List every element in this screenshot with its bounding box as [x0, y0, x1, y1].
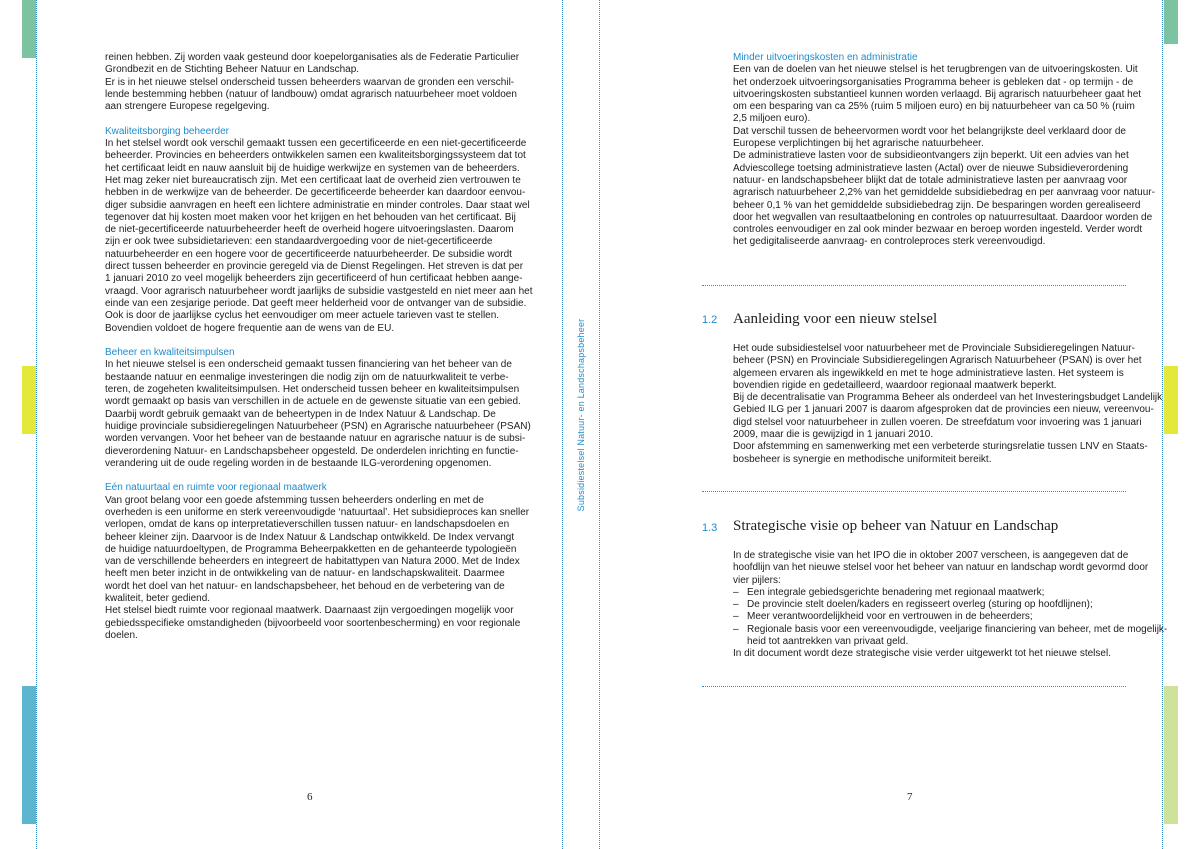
text-line: bovendien rigide en gedetailleerd, waardoor regionaal maatwerk beperkt. — [733, 379, 1057, 391]
text-line: De administratieve lasten voor de subsidieontvangers zijn beperkt. Uit een advies van het — [733, 150, 1129, 162]
text-line: beheer (PSN) en Provinciale Subsidieregelingen Agrarisch Natuurbeheer (PSAN) is over het — [733, 355, 1142, 367]
section-number-1-2: 1.2 — [702, 314, 718, 326]
right-top-text — [733, 52, 1173, 249]
heading-natuurtaal: Eén natuurtaal en ruimte voor regionaal maatwerk — [105, 482, 327, 494]
text-line: lende bestemming hebben (natuur of landbouw) omdat agrarisch natuurbeheer moet voldoen — [105, 88, 517, 100]
text-line: Ook is door de jaarlijkse cyclus het eenvoudiger om meer actuele tarieven vast te stellen. — [105, 310, 500, 322]
text-line: Het mag zeker niet bureaucratisch zijn. Met een certificaat laat de overheid zien vertrouwen te — [105, 174, 521, 186]
text-line: om een besparing van ca 25% (ruim 5 miljoen euro) en bij natuurbeheer van ca 50 % (ruim — [733, 101, 1135, 113]
text-line: agrarisch natuurbeheer 2,2% van het gemiddelde subsidiebedrag en per aanvraag voor natuur- — [733, 187, 1155, 199]
color-strip-green — [22, 0, 36, 58]
section-title-1-2: Aanleiding voor een nieuw stelsel — [733, 311, 938, 327]
text-line: uitvoeringskosten substantieel kunnen worden verlaagd. Bij agrarisch natuurbeheer gaat het — [733, 88, 1142, 100]
text-line: natuur- en landschapsbeheer blijkt dat de totale administratieve lasten per aanvraag voor — [733, 174, 1128, 186]
section-1-2-text — [733, 343, 1173, 466]
right-page — [600, 0, 1200, 849]
section-divider — [702, 491, 1126, 492]
text-line: controles eenvoudiger en zal ook minder bezwaar en beroep worden ingesteld. Verder wordt — [733, 224, 1143, 236]
text-line: Dat verschil tussen de beheervormen wordt voor het belangrijkste deel verklaard door de — [733, 125, 1126, 137]
natuurtaal-paragraph — [105, 495, 545, 643]
text-line: wordt het doel van het natuur- en landschapsbeheer, het behoud en de verbetering van de — [105, 580, 505, 592]
text-line: digd stelsel voor natuurbeheer in zullen voeren. De streefdatum voor invoering was 1 januari — [733, 416, 1142, 428]
text-line: wordt gemaakt op basis van verschillen in de actuele en de gewenste situatie van een gebied. — [105, 396, 521, 408]
text-line: 2009, maar die is gewijzigd in 1 januari 2010. — [733, 429, 934, 441]
color-strip-yellow — [22, 366, 36, 434]
text-line: Door afstemming en samenwerking met een verbeterde sturingsrelatie tussen LNV en Staats- — [733, 441, 1148, 453]
text-line: reinen hebben. Zij worden vaak gesteund door koepelorganisaties als de Federatie Particulier — [105, 52, 520, 63]
text-line: hoofdlijn van het nieuwe stelsel voor het beheer van natuur en landschap wordt gevormd door — [733, 562, 1149, 574]
text-line: In het stelsel wordt ook verschil gemaakt tussen een gecertificeerde en een niet-gecertificeerde — [105, 138, 527, 150]
color-strip-lime-right — [1164, 686, 1178, 824]
section-divider — [702, 285, 1126, 286]
text-line: 1 januari 2010 zo veel mogelijk beheerders zijn gecertificeerd of hun certificaat hebben aange- — [105, 273, 523, 285]
color-strip-teal — [22, 686, 36, 824]
section-title-1-3: Strategische visie op beheer van Natuur en Landschap — [733, 518, 1059, 534]
text-line: einde van een zesjarige periode. Dat geeft meer helderheid voor de ontvanger van de subsidie. — [105, 297, 527, 309]
text-line: Het stelsel biedt ruimte voor regionaal maatwerk. Daarnaast zijn vergoedingen mogelijk voor — [105, 605, 514, 617]
text-line: verandering uit de oude regeling worden in de bestaande ILG-verordening opgenomen. — [105, 457, 492, 469]
pillar-item: – Regionale basis voor een vereenvoudigde, veeljarige financiering van beheer, met de mogelijk- — [733, 624, 1173, 636]
text-line: kwaliteit, beter gediend. — [105, 593, 211, 605]
beheer-paragraph — [105, 359, 545, 470]
text-line: Bij de decentralisatie van Programma Beheer als onderdeel van het Investeringsbudget Landelijk — [733, 392, 1163, 404]
text-line: aan strengere Europese regelgeving. — [105, 101, 270, 113]
running-header-text: Subsidiestelsel Natuur- en Landschapsbeheer — [576, 318, 586, 512]
text-line: algemeen ervaren als ingewikkeld en met te hoge administratieve lasten. Het systeem is — [733, 367, 1124, 379]
page-number-left: 6 — [307, 791, 313, 803]
heading-uitvoeringskosten: Minder uitvoeringskosten en administratie — [733, 52, 918, 63]
section-1-3-intro — [733, 550, 1173, 587]
page-number-right: 7 — [907, 791, 913, 803]
gutter-dotted-line-left — [562, 0, 563, 849]
text-line: teren, de zogeheten kwaliteitsimpulsen. Het onderscheid tussen beheer en kwaliteitsimpulsen — [105, 384, 520, 396]
pillar-item: – Een integrale gebiedsgerichte benadering met regionaal maatwerk; — [733, 587, 1173, 599]
text-line: Van groot belang voor een goede afstemming tussen beheerders onderling en met de — [105, 494, 484, 506]
text-line: verlopen, omdat de kans op interpretatieverschillen tussen natuur- en landschapsdoelen en — [105, 519, 510, 531]
text-line: het gedigitaliseerde aanvraag- en controleproces sterk vereenvoudigd. — [733, 236, 1046, 248]
text-line: huidige provinciale subsidieregelingen Natuurbeheer (PSN) en Agrarische natuurbeheer (PSAN) — [105, 420, 531, 432]
left-margin-dotted-line — [36, 0, 37, 849]
text-line: Europese verplichtingen bij het agrarische natuurbeheer. — [733, 138, 984, 150]
text-line: tegenover dat hij kosten moet maken voor het krijgen en het behouden van het certificaat. Bij — [105, 211, 516, 223]
text-line: door het wegvallen van resultaatbeloning en controles op natuurresultaat. Daardoor worden de — [733, 211, 1153, 223]
left-page — [0, 0, 562, 849]
text-line: Een van de doelen van het nieuwe stelsel is het terugbrengen van de uitvoeringskosten. Uit — [733, 64, 1138, 76]
text-line: 2,5 miljoen euro). — [733, 113, 811, 125]
text-line: Gebied ILG per 1 januari 2007 is daarom afgesproken dat de provincies een nieuw, vereenvou- — [733, 404, 1154, 416]
text-line: vraagd. Voor agrarisch natuurbeheer wordt jaarlijks de subsidie vastgesteld en niet meer aan het — [105, 285, 533, 297]
text-line: worden vervangen. Voor het beheer van de bestaande natuur en agrarische natuur is de subsi- — [105, 433, 526, 445]
text-line: de huidige natuurdoeltypen, de Programma Beheerpakketten en de gehanteerde typologieën — [105, 543, 517, 555]
text-line: de niet-gecertificeerde natuurbeheerder heeft de overheid hogere uitvoeringslasten. Daarom — [105, 224, 514, 236]
text-line: dieverordening Natuur- en Landschapsbeheer opgesteld. De onderdelen inrichting en functie- — [105, 445, 519, 457]
text-line: Daarbij wordt gebruik gemaakt van de beheertypen in de Index Natuur & Landschap. De — [105, 408, 496, 420]
pillar-continuation: heid tot aantrekken van privaat geld. — [747, 636, 909, 648]
text-line: het onderzoek uitvoeringsorganisaties Programma beheer is gebleken dat - op termijn - de — [733, 76, 1134, 88]
intro-paragraph — [105, 52, 545, 113]
text-line: diger subsidie aanvragen en heeft een lichtere administratie en minder controles. Daar staat wel — [105, 199, 530, 211]
section-number-1-3: 1.3 — [702, 522, 718, 534]
text-line: Grondbezit en de Stichting Beheer Natuur en Landschap. — [105, 64, 360, 76]
text-line: Er is in het nieuwe stelsel onderscheid tussen beheerders waarvan de gronden een verschil- — [105, 76, 515, 88]
text-line: direct tussen beheerder en provincie geregeld via de Dienst Regelingen. Het streven is dat per — [105, 261, 524, 273]
running-header — [572, 300, 590, 530]
text-line: beheer 0,1 % van het gemiddelde subsidiebedrag zijn. De besparingen worden gerealiseerd — [733, 199, 1141, 211]
text-line: beheerder. Provincies en beheerders ontwikkelen samen een kwaliteitsborgingssysteem dat tot — [105, 150, 526, 162]
text-line: doelen. — [105, 629, 138, 641]
closing-line: In dit document wordt deze strategische visie verder uitgewerkt tot het nieuwe stelsel. — [733, 648, 1111, 660]
text-line: beheer kleiner zijn. Daarvoor is de Index Natuur & Landschap ontwikkeld. De Index vervangt — [105, 531, 515, 543]
text-line: heeft men beter inzicht in de ontwikkeling van de natuur- en landschapskwaliteit. Daarmee — [105, 568, 505, 580]
text-line: bosbeheer is synergie en methodische uniformiteit bereikt. — [733, 453, 992, 465]
text-line: zijn er ook twee subsidietarieven: een standaardvergoeding voor de niet-gecertificeerde — [105, 236, 493, 248]
uitvoeringskosten-paragraph — [733, 64, 1173, 248]
color-strip-green-right — [1164, 0, 1178, 44]
heading-kwaliteitsborging: Kwaliteitsborging beheerder — [105, 125, 229, 137]
text-line: In de strategische visie van het IPO die in oktober 2007 verscheen, is aangegeven dat de — [733, 550, 1129, 561]
section-1-2-paragraph — [733, 343, 1173, 466]
text-line: het certificaat leidt en nauw aansluit bij de huidige werkwijze en systemen van de beheerders. — [105, 162, 520, 174]
left-body-text — [105, 52, 545, 642]
text-line: vier pijlers: — [733, 574, 781, 586]
pillars-list — [733, 587, 1173, 636]
text-line: hebben in de werkwijze van de beheerder. De gecertificeerde beheerder kan daardoor eenvou- — [105, 187, 526, 199]
pillar-item: – Meer verantwoordelijkheid voor en vertrouwen in de beheerders; — [733, 611, 1173, 623]
text-line: van de verschillende beheerders en integreert de habitattypen van Natura 2000. Met de Index — [105, 556, 520, 568]
text-line: In het nieuwe stelsel is een onderscheid gemaakt tussen financiering van het beheer van de — [105, 359, 512, 371]
text-line: Bovendien voldoet de hogere frequentie aan de wens van de EU. — [105, 322, 395, 334]
text-line: gebiedsspecifieke omstandigheden (bijvoorbeeld voor soortenbescherming) en voor regionale — [105, 617, 521, 629]
section-divider — [702, 686, 1126, 687]
text-line: bestaande natuur en eenmalige investeringen die nodig zijn om de natuurkwaliteit te verbe- — [105, 371, 509, 383]
text-line: overheden is een uniforme en sterk vereenvoudigde ‘natuurtaal’. Het subsidieproces kan sneller — [105, 506, 530, 518]
text-line: Adviescollege toetsing administratieve lasten (Actal) over de nieuwe Subsidieverordening — [733, 162, 1129, 174]
pillar-item: – De provincie stelt doelen/kaders en regisseert overleg (sturing op hoofdlijnen); — [733, 599, 1173, 611]
kwaliteitsborging-paragraph — [105, 138, 545, 335]
heading-beheer-kwaliteitsimpulsen: Beheer en kwaliteitsimpulsen — [105, 347, 235, 359]
section-1-3-text — [733, 550, 1173, 661]
text-line: Het oude subsidiestelsel voor natuurbeheer met de Provinciale Subsidieregelingen Natuur- — [733, 343, 1135, 354]
text-line: natuurbeheerder en een hogere voor de gecertificeerde natuurbeheerder. De subsidie wordt — [105, 248, 512, 260]
